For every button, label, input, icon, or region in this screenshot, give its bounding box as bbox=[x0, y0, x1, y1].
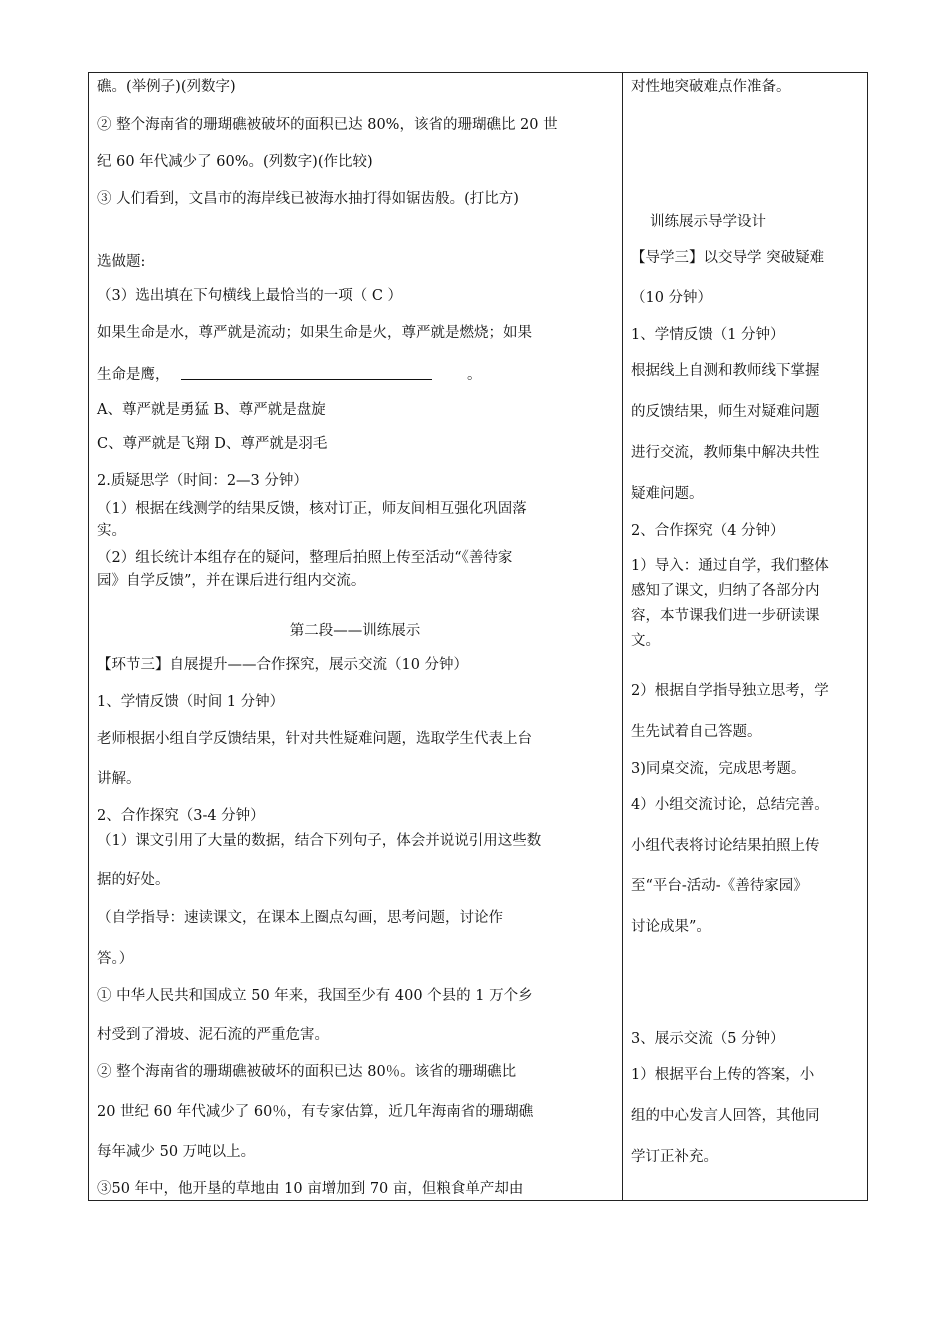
right-column-line: 2、合作探究（4 分钟） bbox=[631, 523, 785, 539]
right-column-line: 小组代表将讨论结果拍照上传 bbox=[631, 838, 820, 854]
left-column-2-line: 据的好处。 bbox=[97, 872, 170, 888]
section-title: 第二段——训练展示 bbox=[289, 623, 421, 639]
left-column-2-line: 讲解。 bbox=[97, 771, 141, 787]
right-column-line: 至“平台-活动-《善待家园》 bbox=[631, 878, 808, 894]
left-column-2-line: ② 整个海南省的珊瑚礁被破坏的面积已达 80％。该省的珊瑚礁比 bbox=[97, 1064, 517, 1080]
left-column-line: ② 整个海南省的珊瑚礁被破坏的面积已达 80%，该省的珊瑚礁比 20 世 bbox=[97, 117, 558, 133]
column-divider bbox=[622, 72, 623, 1201]
right-column-line: 文。 bbox=[631, 633, 660, 649]
right-column-line: 2）根据自学指导独立思考，学 bbox=[631, 683, 829, 699]
left-column-2-line: 2、合作探究（3-4 分钟） bbox=[97, 808, 265, 824]
right-column-line: 【导学三】以交导学 突破疑难 bbox=[631, 250, 825, 266]
right-column-line: 学订正补充。 bbox=[631, 1149, 718, 1165]
left-column-2-line: 村受到了滑坡、泥石流的严重危害。 bbox=[97, 1027, 329, 1043]
right-column-line: 1）导入：通过自学，我们整体 bbox=[631, 558, 829, 574]
right-column-line: 3、展示交流（5 分钟） bbox=[631, 1031, 785, 1047]
left-column-2-line: 20 世纪 60 年代减少了 60％，有专家估算，近几年海南省的珊瑚礁 bbox=[97, 1104, 534, 1120]
left-column-line: C、尊严就是飞翔 D、尊严就是羽毛 bbox=[97, 436, 328, 452]
left-column-line: 实。 bbox=[97, 523, 126, 539]
right-column-line: 讨论成果”。 bbox=[631, 919, 711, 935]
left-column-line: 生命是鹰， bbox=[97, 367, 170, 383]
right-column-line: 根据线上自测和教师线下掌握 bbox=[631, 363, 820, 379]
left-column-line: 纪 60 年代减少了 60%。(列数字)(作比较) bbox=[97, 154, 373, 170]
left-column-line: （3）选出填在下句横线上最恰当的一项（ C ） bbox=[97, 288, 403, 304]
right-column-line: 的反馈结果，师生对疑难问题 bbox=[631, 404, 820, 420]
left-column-2-line: 【环节三】自展提升——合作探究，展示交流（10 分钟） bbox=[97, 657, 469, 673]
left-column-2-line: ① 中华人民共和国成立 50 年来，我国至少有 400 个县的 1 万个乡 bbox=[97, 988, 533, 1004]
right-column-line: 3)同桌交流，完成思考题。 bbox=[631, 761, 806, 777]
left-column-2-line: （自学指导：速读课文，在课本上圈点勾画，思考问题，讨论作 bbox=[97, 910, 503, 926]
right-column-line: 进行交流，教师集中解决共性 bbox=[631, 445, 820, 461]
left-column-line: （2）组长统计本组存在的疑问，整理后拍照上传至活动“《善待家 bbox=[97, 550, 513, 566]
left-column-line: 礁。(举例子)(列数字) bbox=[97, 79, 236, 95]
left-column-2-line: 1、学情反馈（时间 1 分钟） bbox=[97, 694, 285, 710]
right-column-line: 容，本节课我们进一步研读课 bbox=[631, 608, 820, 624]
right-column-line: 对性地突破难点作准备。 bbox=[631, 79, 791, 95]
right-column-line: 组的中心发言人回答，其他同 bbox=[631, 1108, 820, 1124]
right-column-line: 训练展示导学设计 bbox=[650, 214, 766, 230]
left-column-line: （1）根据在线测学的结果反馈，核对订正，师友间相互强化巩固落 bbox=[97, 501, 527, 517]
right-column-line: 疑难问题。 bbox=[631, 486, 704, 502]
left-column-line: A、尊严就是勇猛 B、尊严就是盘旋 bbox=[97, 402, 326, 418]
answer-blank-line bbox=[181, 379, 432, 380]
left-column-line: 选做题: bbox=[97, 254, 146, 270]
right-column-line: 生先试着自己答题。 bbox=[631, 724, 762, 740]
left-column-line: 2.质疑思学（时间：2—3 分钟） bbox=[97, 473, 308, 489]
left-column-line: 园》自学反馈”，并在课后进行组内交流。 bbox=[97, 573, 366, 589]
right-column-line: （10 分钟） bbox=[631, 290, 713, 306]
left-column-line: 如果生命是水，尊严就是流动；如果生命是火，尊严就是燃烧；如果 bbox=[97, 325, 532, 341]
right-column-line: 4）小组交流讨论，总结完善。 bbox=[631, 797, 829, 813]
left-column-line: 。 bbox=[467, 367, 482, 383]
right-column-line: 1）根据平台上传的答案，小 bbox=[631, 1067, 815, 1083]
right-column-line: 感知了课文，归纳了各部分内 bbox=[631, 583, 820, 599]
left-column-line: ③ 人们看到，文昌市的海岸线已被海水抽打得如锯齿般。(打比方) bbox=[97, 191, 519, 207]
right-column-line: 1、学情反馈（1 分钟） bbox=[631, 327, 785, 343]
left-column-2-line: （1）课文引用了大量的数据，结合下列句子，体会并说说引用这些数 bbox=[97, 833, 542, 849]
left-column-2-line: 每年减少 50 万吨以上。 bbox=[97, 1144, 256, 1160]
left-column-2-line: 老师根据小组自学反馈结果，针对共性疑难问题，选取学生代表上台 bbox=[97, 731, 532, 747]
left-column-2-line: 答。） bbox=[97, 951, 134, 967]
left-column-2-line: ③50 年中，他开垦的草地由 10 亩增加到 70 亩，但粮食单产却由 bbox=[97, 1181, 524, 1197]
